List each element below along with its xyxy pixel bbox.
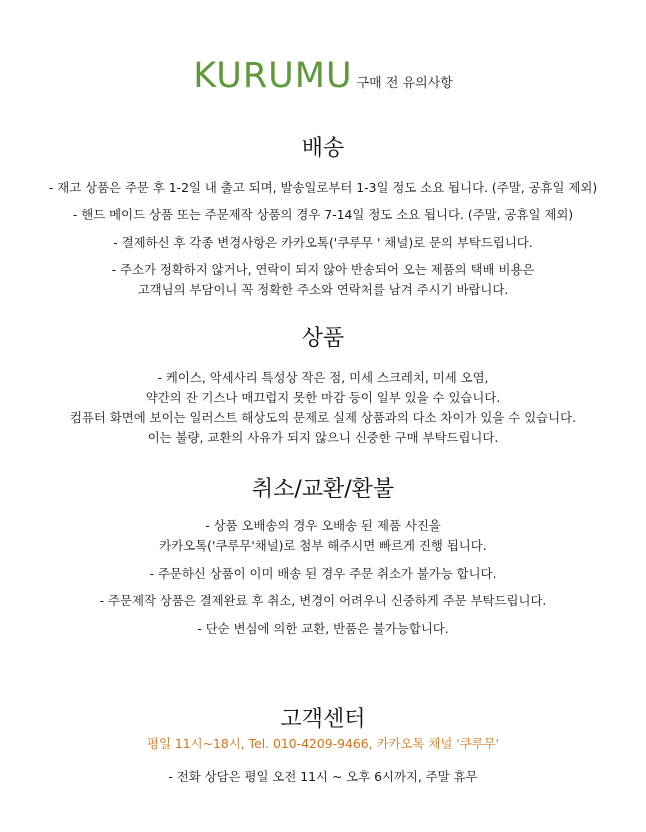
shipping-line: - 주소가 정확하지 않거나, 연락이 되지 않아 반송되어 오는 제품의 택배 비용은 <box>111 262 535 277</box>
brand-logo: KURUMU <box>193 56 353 96</box>
page-header <box>0 56 646 96</box>
product-line: 약간의 잔 기스나 매끄럽지 못한 마감 등이 일부 있을 수 있습니다. <box>145 390 501 405</box>
product-line: 컴퓨터 화면에 보이는 일러스트 해상도의 문제로 실제 상품과의 다소 차이가 있을 수 있습니다. <box>69 410 577 425</box>
support-hours: 평일 11시~18시, Tel. 010-4209-9466, 카카오톡 채널 '쿠루무' <box>147 736 499 751</box>
shipping-line: - 재고 상품은 주문 후 1-2일 내 출고 되며, 발송일로부터 1-3일 정도 소요 됩니다. (주말, 공휴일 제외) <box>48 180 598 195</box>
cancel-line: - 주문제작 상품은 결제완료 후 취소, 변경이 어려우니 신중하게 주문 부탁드립니다. <box>99 593 547 608</box>
cancel-line: 카카오톡('쿠루무'채널)로 첨부 해주시면 빠르게 진행 됩니다. <box>159 538 487 553</box>
shipping-line: - 결제하신 후 각종 변경사항은 카카오톡('쿠루무 ' 채널)로 문의 부탁드립니다. <box>113 235 533 250</box>
support-note: - 전화 상담은 평일 오전 11시 ~ 오후 6시까지, 주말 휴무 <box>168 769 478 784</box>
shipping-line: - 핸드 메이드 상품 또는 주문제작 상품의 경우 7-14일 정도 소요 됩니다. (주말, 공휴일 제외) <box>72 207 574 222</box>
cancel-line: - 상품 오배송의 경우 오배송 된 제품 사진을 <box>205 518 441 533</box>
shipping-line: 고객님의 부담이니 꼭 정확한 주소와 연락처를 남겨 주시기 바랍니다. <box>137 282 509 297</box>
product-line: 이는 불량, 교환의 사유가 되지 않으니 신중한 구매 부탁드립니다. <box>147 430 499 445</box>
cancel-title: 취소/교환/환불 <box>251 477 395 502</box>
product-title: 상품 <box>301 326 345 351</box>
cancel-line: - 단순 변심에 의한 교환, 반품은 불가능합니다. <box>197 621 449 636</box>
product-line: - 케이스, 악세사리 특성상 작은 점, 미세 스크레치, 미세 오염, <box>157 370 489 385</box>
shipping-title: 배송 <box>301 136 345 161</box>
support-title: 고객센터 <box>280 707 366 732</box>
page-subtitle: 구매 전 유의사항 <box>356 76 453 91</box>
cancel-line: - 주문하신 상품이 이미 배송 된 경우 주문 취소가 불가능 합니다. <box>149 566 497 581</box>
